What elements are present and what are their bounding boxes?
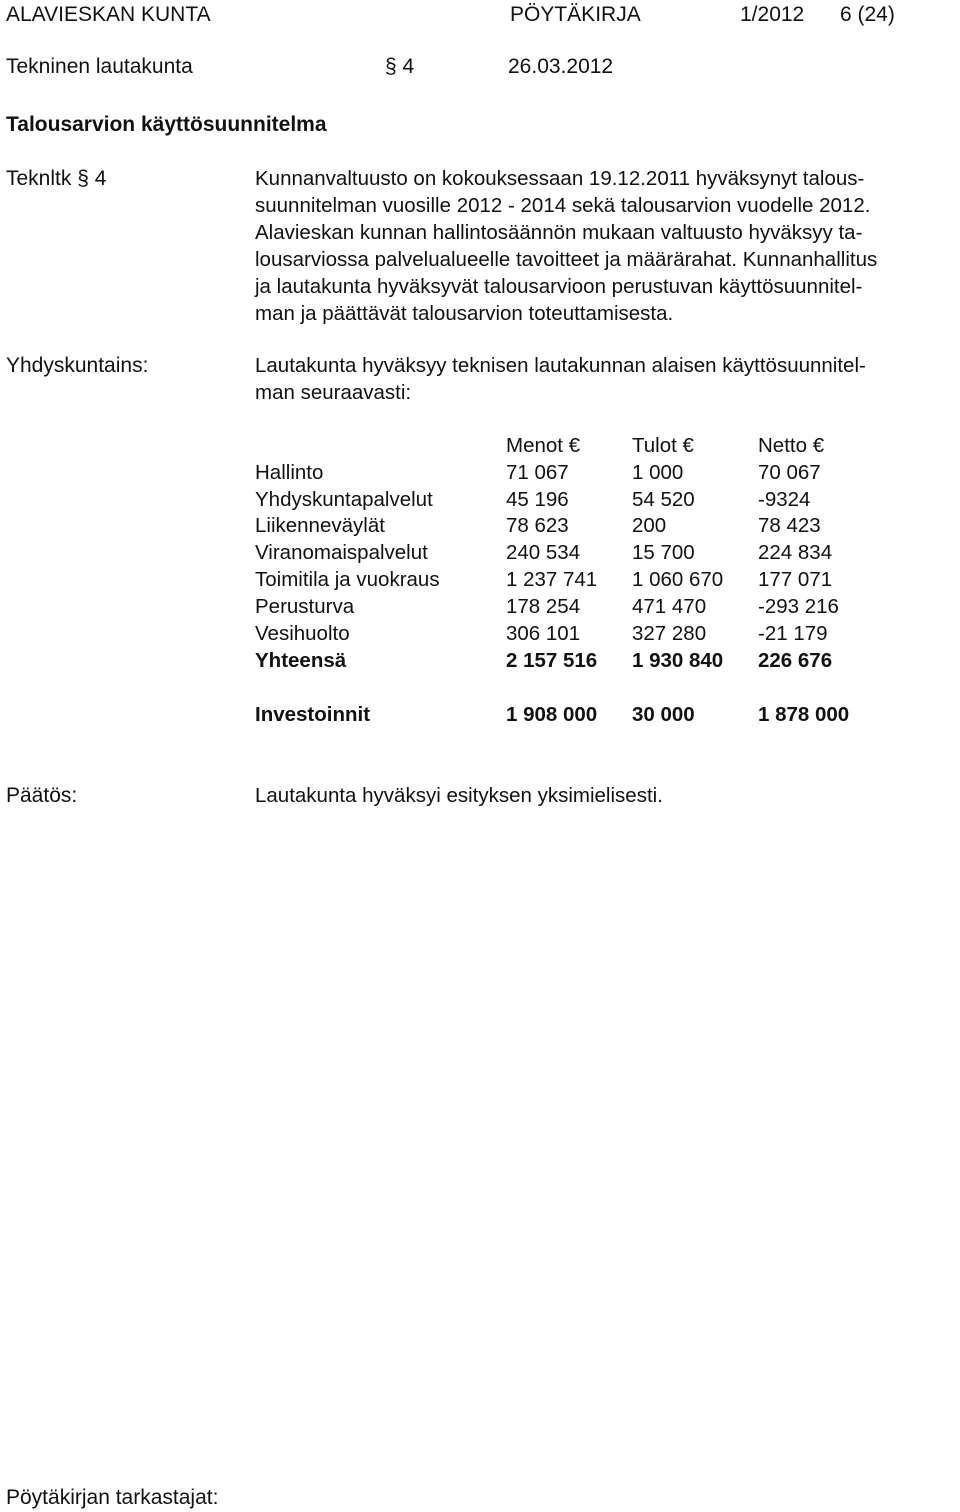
paragraph-line: man seuraavasti:	[255, 381, 412, 404]
page-title: Talousarvion käyttösuunnitelma	[6, 113, 327, 136]
tulot-cell: 1 060 670	[632, 568, 724, 591]
menot-cell: 45 196	[506, 488, 569, 511]
signature-label: Pöytäkirjan tarkastajat:	[6, 1486, 219, 1509]
investments-menot: 1 908 000	[506, 703, 598, 726]
document-number: 1/2012	[740, 3, 805, 26]
row-label: Vesihuolto	[255, 622, 350, 645]
netto-cell: 224 834	[758, 541, 833, 564]
total-label: Yhteensä	[255, 649, 347, 672]
netto-cell: 78 423	[758, 514, 821, 537]
table-total-row	[0, 647, 960, 674]
investments-netto: 1 878 000	[758, 703, 850, 726]
table-header-row	[0, 432, 960, 459]
menot-cell: 71 067	[506, 461, 569, 484]
table-row	[0, 539, 960, 566]
paragraph-line: Lautakunta hyväksyy teknisen lautakunnan alaisen käyttösuunnitel-	[255, 354, 866, 377]
menot-cell: 306 101	[506, 622, 581, 645]
paragraph-line: Alavieskan kunnan hallintosäännön mukaan valtuusto hyväksyy ta-	[255, 221, 863, 244]
tulot-cell: 200	[632, 514, 667, 537]
section-number: § 4	[385, 55, 415, 78]
table-row	[0, 486, 960, 513]
row-label: Perusturva	[255, 595, 355, 618]
investments-label: Investoinnit	[255, 703, 371, 726]
menot-cell: 178 254	[506, 595, 581, 618]
decision-text: Lautakunta hyväksyi esityksen yksimielisesti.	[255, 784, 663, 807]
investments-row	[0, 701, 960, 728]
netto-cell: -21 179	[758, 622, 828, 645]
paragraph-line: Kunnanvaltuusto on kokouksessaan 19.12.2011 hyväksynyt talous-	[255, 167, 865, 190]
table-row	[0, 459, 960, 486]
paragraph-line: suunnitelman vuosille 2012 - 2014 sekä talousarvion vuodelle 2012.	[255, 194, 871, 217]
table-row	[0, 512, 960, 539]
total-tulot: 1 930 840	[632, 649, 724, 672]
column-header-netto: Netto €	[758, 434, 825, 457]
section-label-teknltk: Teknltk § 4	[6, 167, 107, 190]
total-menot: 2 157 516	[506, 649, 598, 672]
table-row	[0, 566, 960, 593]
tulot-cell: 327 280	[632, 622, 707, 645]
total-netto: 226 676	[758, 649, 833, 672]
menot-cell: 78 623	[506, 514, 569, 537]
row-label: Liikenneväylät	[255, 514, 385, 537]
row-label: Viranomaispalvelut	[255, 541, 428, 564]
netto-cell: 70 067	[758, 461, 821, 484]
decision-label: Päätös:	[6, 784, 78, 807]
section1-paragraph	[255, 165, 945, 327]
board-name: Tekninen lautakunta	[6, 55, 193, 78]
paragraph-line: lousarviossa palvelualueelle tavoitteet ja määrärahat. Kunnanhallitus	[255, 248, 878, 271]
document-type: PÖYTÄKIRJA	[510, 3, 641, 26]
netto-cell: -9324	[758, 488, 811, 511]
table-row	[0, 593, 960, 620]
meeting-date: 26.03.2012	[508, 55, 614, 78]
municipality-name: ALAVIESKAN KUNTA	[6, 3, 211, 26]
tulot-cell: 54 520	[632, 488, 695, 511]
row-label: Toimitila ja vuokraus	[255, 568, 440, 591]
investments-tulot: 30 000	[632, 703, 695, 726]
table-row	[0, 620, 960, 647]
column-header-tulot: Tulot €	[632, 434, 694, 457]
column-header-menot: Menot €	[506, 434, 581, 457]
netto-cell: 177 071	[758, 568, 833, 591]
paragraph-line: man ja päättävät talousarvion toteuttamisesta.	[255, 302, 674, 325]
menot-cell: 1 237 741	[506, 568, 598, 591]
tulot-cell: 471 470	[632, 595, 707, 618]
tulot-cell: 15 700	[632, 541, 695, 564]
paragraph-line: ja lautakunta hyväksyvät talousarvioon perustuvan käyttösuunnitel-	[255, 275, 863, 298]
tulot-cell: 1 000	[632, 461, 684, 484]
netto-cell: -293 216	[758, 595, 839, 618]
row-label: Hallinto	[255, 461, 324, 484]
menot-cell: 240 534	[506, 541, 581, 564]
section-label-yhdyskuntains: Yhdyskuntains:	[6, 354, 149, 377]
page-number: 6 (24)	[840, 3, 895, 26]
row-label: Yhdyskuntapalvelut	[255, 488, 433, 511]
section2-paragraph	[255, 352, 945, 406]
